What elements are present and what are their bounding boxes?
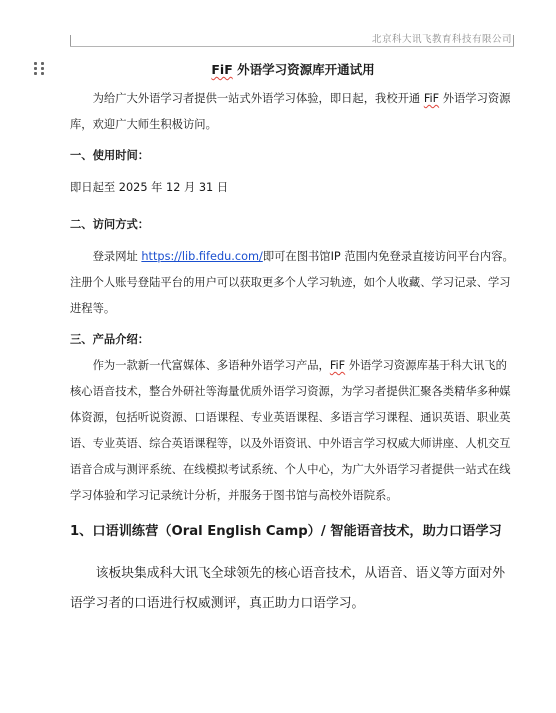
platform-link[interactable]: https://lib.fifedu.com/ bbox=[141, 250, 263, 263]
section-heading-product: 三、产品介绍： bbox=[70, 333, 150, 346]
document-body bbox=[70, 58, 516, 619]
header-rule bbox=[70, 46, 514, 47]
intro-paragraph: 为给广大外语学习者提供一站式外语学习体验，即日起，我校开通 FiF 外语学习资源库，欢迎广大师生积极访问。 bbox=[70, 92, 511, 131]
access-paragraph: 登录网址 https://lib.fifedu.com/即可在图书馆IP 范围内免登录直接访问平台内容。注册个人账号登陆平台的用户可以获取更多个人学习轨迹，如个人收藏、学习记录、学习进程等。 bbox=[70, 250, 514, 315]
usage-period: 即日起至 2025 年 12 月 31 日 bbox=[70, 181, 229, 194]
spellcheck-word: FiF bbox=[423, 92, 440, 105]
drag-handle-icon[interactable] bbox=[34, 62, 46, 76]
page-header-company: 北京科大讯飞教育科技有限公司 bbox=[371, 34, 512, 45]
document-title: FiF 外语学习资源库开通试用 bbox=[211, 62, 375, 77]
oral-camp-paragraph: 该板块集成科大讯飞全球领先的核心语音技术，从语音、语义等方面对外语学习者的口语进行权威测评，真正助力口语学习。 bbox=[70, 566, 506, 611]
spellcheck-word: FiF bbox=[329, 359, 346, 372]
heading-oral-camp: 1、口语训练营（Oral English Camp）/ 智能语音技术，助力口语学习 bbox=[70, 524, 502, 539]
section-heading-access: 二、访问方式： bbox=[70, 218, 150, 231]
product-paragraph: 作为一款新一代富媒体、多语种外语学习产品，FiF 外语学习资源库基于科大讯飞的核心语音技术，整合外研社等海量优质外语学习资源，为学习者提供汇聚各类精华多种媒体资源，包括听说资源、口语课程、专业英语课程、多语言学习课程、通识英语、职业英语、专业英语、综合英语课程等，以及外语资讯、中外语言学习权威大师讲座、人机交互语音合成与测评系统、在线模拟考试系统、个人中心，为广大外语学习者提供一站式在线学习体验和学习记录统计分析，并服务于图书馆与高校外语院系。 bbox=[70, 359, 511, 502]
spellcheck-word: FiF bbox=[211, 62, 233, 77]
section-heading-time: 一、使用时间： bbox=[70, 149, 150, 162]
